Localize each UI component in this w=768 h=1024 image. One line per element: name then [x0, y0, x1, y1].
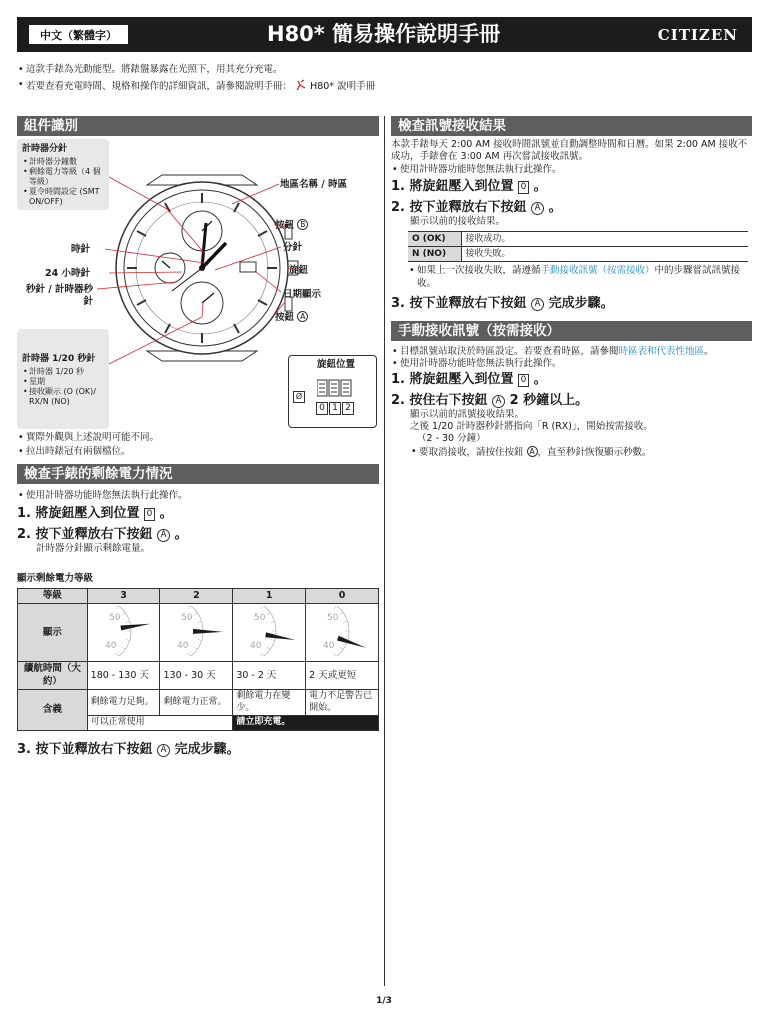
manual-sub-3: （2 - 30 分鐘） — [417, 433, 486, 445]
dial-tick — [267, 647, 270, 649]
button-a-icon: A — [157, 529, 170, 542]
power-needle — [337, 636, 366, 648]
crown-position-1: 1 — [329, 402, 341, 415]
power-table-title: 顯示剩餘電力等級 — [17, 572, 94, 584]
power-step-3-text: 3. 按下並釋放右下按鈕 — [17, 742, 153, 758]
power-needle — [193, 629, 223, 634]
power-needle — [120, 623, 150, 630]
button-a-icon: A — [527, 446, 538, 457]
dial-tick — [189, 606, 191, 609]
dial-tick — [189, 653, 191, 656]
manual-step-2-end: 2 秒鐘以上。 — [509, 392, 589, 408]
dial-tick — [271, 621, 275, 622]
manual-reception-link[interactable]: 手動接收訊號（按需接收） — [540, 265, 655, 277]
reception-step-2: 2. 按下並釋放右下按鈕 A 。 — [391, 200, 562, 216]
label-date-display: 日期顯示 — [283, 289, 322, 300]
power-needle — [266, 632, 296, 640]
intro-notes — [17, 64, 752, 94]
dial-mark-label: 50 — [327, 612, 339, 623]
power-level-table — [17, 588, 379, 731]
callout-item: • 計時器 1/20 秒 — [22, 367, 104, 377]
dial-mark-label: 40 — [250, 640, 262, 651]
dial-tick — [340, 647, 343, 649]
manual-note-1-end: 。 — [704, 346, 714, 358]
dial-tick — [125, 621, 129, 622]
dial-mark-label: 40 — [177, 640, 189, 651]
label-button-a-text: 按鈕 — [275, 312, 295, 323]
table-cell: 接收成功。 — [461, 232, 748, 247]
column-divider — [384, 116, 385, 986]
reception-fail-text: 如果上一次接收失敗，請遵循 — [417, 265, 541, 277]
table-row — [408, 232, 748, 247]
table-cell: 130 - 30 天 — [160, 662, 233, 690]
section-heading-manual-reception: 手動接收訊號（按需接收） — [391, 321, 752, 341]
manual-step-2 — [391, 392, 752, 409]
dial-mark-label: 50 — [254, 612, 266, 623]
table-cell: N (NO) — [408, 247, 461, 262]
dial-tick — [122, 647, 125, 649]
callout-item: • 夏令時間設定 (SMT ON/OFF) — [22, 187, 104, 207]
power-step-1-text: 1. 將旋鈕壓入到位置 — [17, 506, 140, 522]
button-a-icon: A — [157, 744, 170, 757]
table-cell: 電力不足警告已開始。 — [306, 690, 379, 716]
power-level-dial — [91, 606, 153, 656]
label-second-hand: 秒針 / 計時器秒針 — [25, 284, 93, 307]
table-row — [408, 247, 748, 262]
note-item: • 拉出時錶冠有兩個檔位。 — [17, 446, 379, 458]
manual-link[interactable]: H80* 說明手冊 — [310, 81, 376, 93]
table-cell: O (OK) — [408, 232, 461, 247]
label-minute-hand: 分針 — [283, 242, 303, 253]
label-24-hour-hand: 24 小時針 — [45, 268, 91, 279]
reception-fail-note — [408, 265, 752, 290]
label-city-timezone: 地區名稱 / 時區 — [280, 179, 348, 190]
language-badge: 中文（繁體字） — [29, 25, 128, 44]
power-step-2: 2. 按下並釋放右下按鈕 A 。 — [17, 527, 188, 543]
crown-position-0: 0 — [316, 402, 328, 415]
reception-step-1: 1. 將旋鈕壓入到位置 0 。 — [391, 179, 547, 195]
reception-result-table — [408, 231, 748, 262]
manual-sub-4 — [410, 446, 752, 459]
table-cell — [306, 604, 379, 662]
power-note: • 使用計時器功能時您無法執行此操作。 — [17, 490, 379, 502]
dial-mark-label: 40 — [104, 640, 117, 651]
position-0-icon: 0 — [144, 508, 155, 521]
power-step-2-sub: 計時器分針顯示剩餘電量。 — [36, 543, 151, 555]
callout-item: • 接收顯示 (O (OK)/ RX/N (NO) — [22, 387, 104, 407]
power-step-3-end: 完成步驟。 — [174, 742, 240, 758]
dial-tick — [334, 606, 336, 609]
table-cell — [87, 604, 160, 662]
dial-tick — [267, 612, 270, 614]
dial-tick — [194, 647, 197, 649]
manual-sub-4-end: ，直至秒針恢復顯示秒數。 — [537, 446, 652, 458]
table-cell: 2 天或更短 — [306, 662, 379, 690]
dial-mark-label: 50 — [108, 612, 121, 623]
manual-sub-4-text: 要取消接收，請按住按鈕 — [419, 446, 524, 458]
intro-line-1: • 這款手錶為光動能型。將錶盤暴露在光照下，用其充分充電。 — [17, 64, 752, 76]
power-level-dial — [163, 606, 225, 656]
dial-tick — [261, 606, 263, 609]
component-notes — [17, 432, 379, 459]
reception-step-3-end: 完成步驟。 — [548, 296, 614, 312]
table-header: 1 — [233, 589, 306, 604]
dial-tick — [116, 653, 118, 656]
section-heading-components: 組件識別 — [17, 116, 379, 136]
section-heading-reception-result: 檢查訊號接收結果 — [391, 116, 752, 136]
button-a-icon: A — [531, 202, 544, 215]
table-header: 等級 — [18, 589, 88, 604]
intro-line-2 — [17, 79, 752, 93]
callout-chrono-twentieth-title: 計時器 1/20 秒針 — [22, 354, 96, 364]
manual-note-1-text: 目標訊號站取決於時區設定。若要查看時區，請參閱 — [400, 346, 619, 358]
table-header: 3 — [87, 589, 160, 604]
table-cell: 含義 — [18, 690, 88, 731]
table-cell — [160, 604, 233, 662]
table-cell: 180 - 130 天 — [87, 662, 160, 690]
label-hour-hand: 時針 — [71, 244, 91, 255]
dial-tick — [125, 639, 129, 640]
button-a-icon: A — [531, 298, 544, 311]
manual-sub-2: 之後 1/20 計時器秒針將指向「R (RX)」，開始按需接收。 — [410, 421, 653, 433]
callout-item: • 星期 — [22, 377, 104, 387]
intro-line-2-text: 若要查看充電時間、規格和操作的詳細資訊，請參閱說明手冊： — [26, 81, 293, 93]
reception-step-2-text: 2. 按下並釋放右下按鈕 — [391, 200, 527, 216]
page-title: H80* 簡易操作說明手冊 — [267, 22, 501, 46]
dial-tick — [198, 639, 202, 640]
power-section — [17, 464, 379, 758]
power-step-1: 1. 將旋鈕壓入到位置 0 。 — [17, 506, 173, 522]
power-step-3 — [17, 741, 379, 758]
note-item: • 實際外觀與上述說明可能不同。 — [17, 432, 379, 444]
dial-tick — [334, 653, 336, 656]
table-row — [18, 604, 379, 662]
power-level-dial — [236, 606, 298, 656]
table-header: 2 — [160, 589, 233, 604]
left-column — [17, 116, 379, 986]
table-row — [18, 589, 379, 604]
callout-item: • 剩餘電力等級（4 個等級） — [22, 167, 104, 187]
table-header: 0 — [306, 589, 379, 604]
watch-diagram — [17, 139, 379, 434]
button-a-icon: A — [492, 395, 505, 408]
brand-logo: CITIZEN — [657, 26, 738, 44]
dial-tick — [261, 653, 263, 656]
reception-step-1-text: 1. 將旋鈕壓入到位置 — [391, 179, 514, 195]
table-cell: 剩餘電力足夠。 — [87, 690, 160, 716]
manual-note-2: • 使用計時器功能時您無法執行此操作。 — [391, 358, 752, 370]
label-button-b-text: 按鈕 — [275, 220, 295, 231]
table-row — [18, 690, 379, 716]
table-cell: 剩餘電力正常。 — [160, 690, 233, 716]
manual-step-2-text: 2. 按住右下按鈕 — [391, 392, 488, 408]
table-cell: 可以正常使用 — [87, 716, 233, 731]
manual-sub-1: 顯示以前的訊號接收結果。 — [410, 408, 525, 420]
dial-tick — [198, 621, 202, 622]
crown-position-title: 旋鈕位置 — [317, 359, 356, 370]
callout-chrono-minute-title: 計時器分針 — [22, 144, 68, 154]
reception-step-3 — [391, 295, 752, 312]
callout-item: • 計時器分鐘數 — [22, 157, 104, 167]
dial-tick — [194, 612, 197, 614]
table-cell: 剩餘電力在變少。 — [233, 690, 306, 716]
dial-mark-label: 50 — [181, 612, 193, 623]
position-0-icon: 0 — [518, 374, 529, 387]
crown-positions — [316, 402, 354, 415]
crown-position-2: 2 — [342, 402, 354, 415]
table-cell: 接收失敗。 — [461, 247, 748, 262]
page-number: 1/3 — [376, 996, 392, 1006]
manual-note-1 — [391, 346, 752, 358]
position-0-icon: 0 — [518, 181, 529, 194]
power-step-2-text: 2. 按下並釋放右下按鈕 — [17, 527, 153, 543]
table-cell: 續航時間（大約） — [18, 662, 88, 690]
header-bar — [17, 17, 752, 52]
crown-illustration-icon — [317, 378, 357, 398]
reception-step-3-text: 3. 按下並釋放右下按鈕 — [391, 296, 527, 312]
button-b-icon: B — [297, 219, 308, 230]
dial-tick — [271, 639, 275, 640]
dial-tick — [344, 621, 348, 622]
table-cell: 請立即充電。 — [233, 716, 379, 731]
table-row — [18, 662, 379, 690]
reception-note: • 使用計時器功能時您無法執行此操作。 — [391, 164, 752, 176]
crown-position-watch-icon: Ø — [293, 391, 305, 403]
manual-step-1-text: 1. 將旋鈕壓入到位置 — [391, 371, 514, 387]
pdf-icon[interactable] — [295, 79, 307, 91]
reception-fail-text-end: 中的步驟嘗試訊號接收。 — [417, 265, 741, 289]
right-column — [391, 116, 752, 986]
table-cell: 30 - 2 天 — [233, 662, 306, 690]
power-level-dial — [309, 606, 371, 656]
label-crown: 旋鈕 — [289, 265, 309, 276]
reception-paragraph: 本款手錶每天 2:00 AM 接收時間訊號並自動調整時間和日曆。如果 2:00 AM 接收不成功，手錶會在 3:00 AM 再次嘗試接收訊號。 — [391, 139, 748, 163]
dial-tick — [122, 612, 125, 614]
button-a-icon: A — [297, 311, 308, 322]
dial-mark-label: 40 — [323, 640, 335, 651]
reception-step-2-sub: 顯示以前的接收結果。 — [410, 216, 506, 228]
manual-step-1: 1. 將旋鈕壓入到位置 0 。 — [391, 371, 547, 387]
table-cell — [233, 604, 306, 662]
crown-position-box — [288, 355, 377, 428]
section-heading-power: 檢查手錶的剩餘電力情況 — [17, 464, 379, 484]
table-cell: 顯示 — [18, 604, 88, 662]
timezone-table-link[interactable]: 時區表和代表性地區 — [618, 346, 705, 358]
dial-tick — [116, 606, 118, 609]
dial-tick — [340, 612, 343, 614]
